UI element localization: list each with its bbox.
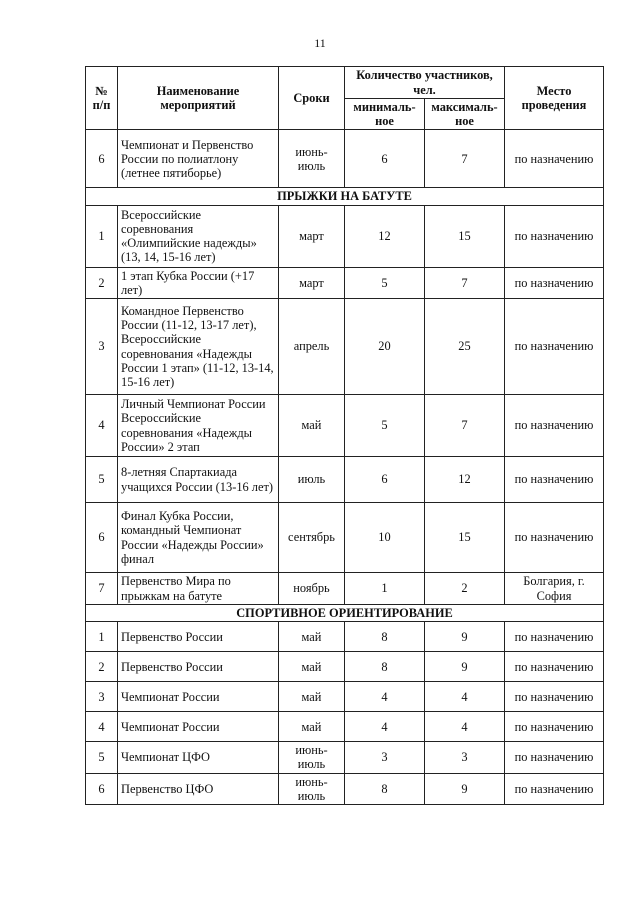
cell-dates: июнь-июль — [279, 130, 345, 188]
table-body — [86, 130, 604, 805]
cell-name: 8-летняя Спартакиада учащихся России (13-16 лет) — [118, 457, 279, 503]
cell-dates: март — [279, 267, 345, 298]
cell-num: 6 — [86, 773, 118, 804]
cell-name: Первенство Мира по прыжкам на батуте — [118, 573, 279, 605]
cell-max: 12 — [425, 457, 505, 503]
header-place: Место проведения — [505, 67, 604, 130]
cell-place: по назначению — [505, 712, 604, 742]
table-row — [86, 573, 604, 605]
cell-place: по назначению — [505, 205, 604, 267]
cell-place: по назначению — [505, 267, 604, 298]
cell-min: 5 — [345, 395, 425, 457]
cell-dates: май — [279, 652, 345, 682]
table-row — [86, 712, 604, 742]
header-max: максималь-ное — [425, 99, 505, 130]
cell-place: Болгария, г. София — [505, 573, 604, 605]
section-title: СПОРТИВНОЕ ОРИЕНТИРОВАНИЕ — [86, 605, 604, 622]
cell-max: 15 — [425, 503, 505, 573]
cell-place: по назначению — [505, 682, 604, 712]
cell-num: 2 — [86, 652, 118, 682]
cell-dates: май — [279, 712, 345, 742]
cell-min: 8 — [345, 773, 425, 804]
cell-dates: июль — [279, 457, 345, 503]
cell-name: Чемпионат России — [118, 682, 279, 712]
cell-name: Первенство ЦФО — [118, 773, 279, 804]
header-num: № п/п — [86, 67, 118, 130]
table-row — [86, 682, 604, 712]
cell-max: 2 — [425, 573, 505, 605]
table-row — [86, 773, 604, 804]
section-header-row — [86, 605, 604, 622]
header-count: Количество участников, чел. — [345, 67, 505, 99]
cell-name: Личный Чемпионат России Всероссийские соревнования «Надежды России» 2 этап — [118, 395, 279, 457]
cell-max: 7 — [425, 395, 505, 457]
cell-max: 9 — [425, 652, 505, 682]
cell-min: 8 — [345, 622, 425, 652]
header-min: минималь-ное — [345, 99, 425, 130]
cell-num: 2 — [86, 267, 118, 298]
cell-min: 20 — [345, 299, 425, 395]
cell-dates: июнь-июль — [279, 742, 345, 773]
table-row — [86, 267, 604, 298]
cell-min: 6 — [345, 130, 425, 188]
cell-min: 4 — [345, 712, 425, 742]
cell-num: 6 — [86, 130, 118, 188]
cell-dates: апрель — [279, 299, 345, 395]
cell-dates: май — [279, 395, 345, 457]
table-row — [86, 503, 604, 573]
cell-dates: ноябрь — [279, 573, 345, 605]
cell-max: 15 — [425, 205, 505, 267]
cell-num: 5 — [86, 742, 118, 773]
cell-num: 1 — [86, 622, 118, 652]
table-row — [86, 299, 604, 395]
cell-dates: июнь-июль — [279, 773, 345, 804]
cell-num: 1 — [86, 205, 118, 267]
cell-place: по назначению — [505, 652, 604, 682]
cell-name: Командное Первенство России (11-12, 13-17 лет), Всероссийские соревнования «Надежды России 1 этап» (11-12, 13-14, 15-16 лет) — [118, 299, 279, 395]
table-row — [86, 742, 604, 773]
header-dates: Сроки — [279, 67, 345, 130]
section-title: ПРЫЖКИ НА БАТУТЕ — [86, 188, 604, 205]
cell-min: 4 — [345, 682, 425, 712]
section-header-row — [86, 188, 604, 205]
cell-max: 4 — [425, 712, 505, 742]
cell-min: 3 — [345, 742, 425, 773]
cell-name: Чемпионат и Первенство России по полиатлону (летнее пятиборье) — [118, 130, 279, 188]
cell-place: по назначению — [505, 130, 604, 188]
cell-dates: май — [279, 682, 345, 712]
header-name: Наименование мероприятий — [118, 67, 279, 130]
cell-place: по назначению — [505, 742, 604, 773]
cell-dates: сентябрь — [279, 503, 345, 573]
cell-name: Финал Кубка России, командный Чемпионат России «Надежды России» финал — [118, 503, 279, 573]
cell-place: по назначению — [505, 299, 604, 395]
cell-place: по назначению — [505, 457, 604, 503]
cell-place: по назначению — [505, 773, 604, 804]
cell-place: по назначению — [505, 395, 604, 457]
cell-dates: март — [279, 205, 345, 267]
cell-min: 8 — [345, 652, 425, 682]
cell-min: 6 — [345, 457, 425, 503]
cell-name: Первенство России — [118, 652, 279, 682]
cell-name: Чемпионат ЦФО — [118, 742, 279, 773]
cell-max: 25 — [425, 299, 505, 395]
events-table — [85, 66, 604, 805]
table-row — [86, 622, 604, 652]
cell-num: 4 — [86, 395, 118, 457]
cell-min: 10 — [345, 503, 425, 573]
cell-max: 7 — [425, 267, 505, 298]
cell-name: Первенство России — [118, 622, 279, 652]
cell-dates: май — [279, 622, 345, 652]
table-row — [86, 652, 604, 682]
cell-max: 9 — [425, 773, 505, 804]
cell-max: 4 — [425, 682, 505, 712]
cell-min: 5 — [345, 267, 425, 298]
cell-num: 4 — [86, 712, 118, 742]
cell-name: 1 этап Кубка России (+17 лет) — [118, 267, 279, 298]
cell-num: 3 — [86, 682, 118, 712]
cell-num: 5 — [86, 457, 118, 503]
cell-min: 1 — [345, 573, 425, 605]
cell-max: 7 — [425, 130, 505, 188]
cell-num: 6 — [86, 503, 118, 573]
cell-place: по назначению — [505, 622, 604, 652]
cell-max: 9 — [425, 622, 505, 652]
table-row — [86, 395, 604, 457]
table-header — [86, 67, 604, 130]
table-row — [86, 130, 604, 188]
cell-name: Всероссийские соревнования «Олимпийские надежды» (13, 14, 15-16 лет) — [118, 205, 279, 267]
cell-num: 3 — [86, 299, 118, 395]
cell-min: 12 — [345, 205, 425, 267]
page-number: 11 — [314, 36, 326, 50]
table-row — [86, 457, 604, 503]
cell-place: по назначению — [505, 503, 604, 573]
cell-max: 3 — [425, 742, 505, 773]
cell-name: Чемпионат России — [118, 712, 279, 742]
cell-num: 7 — [86, 573, 118, 605]
table-row — [86, 205, 604, 267]
